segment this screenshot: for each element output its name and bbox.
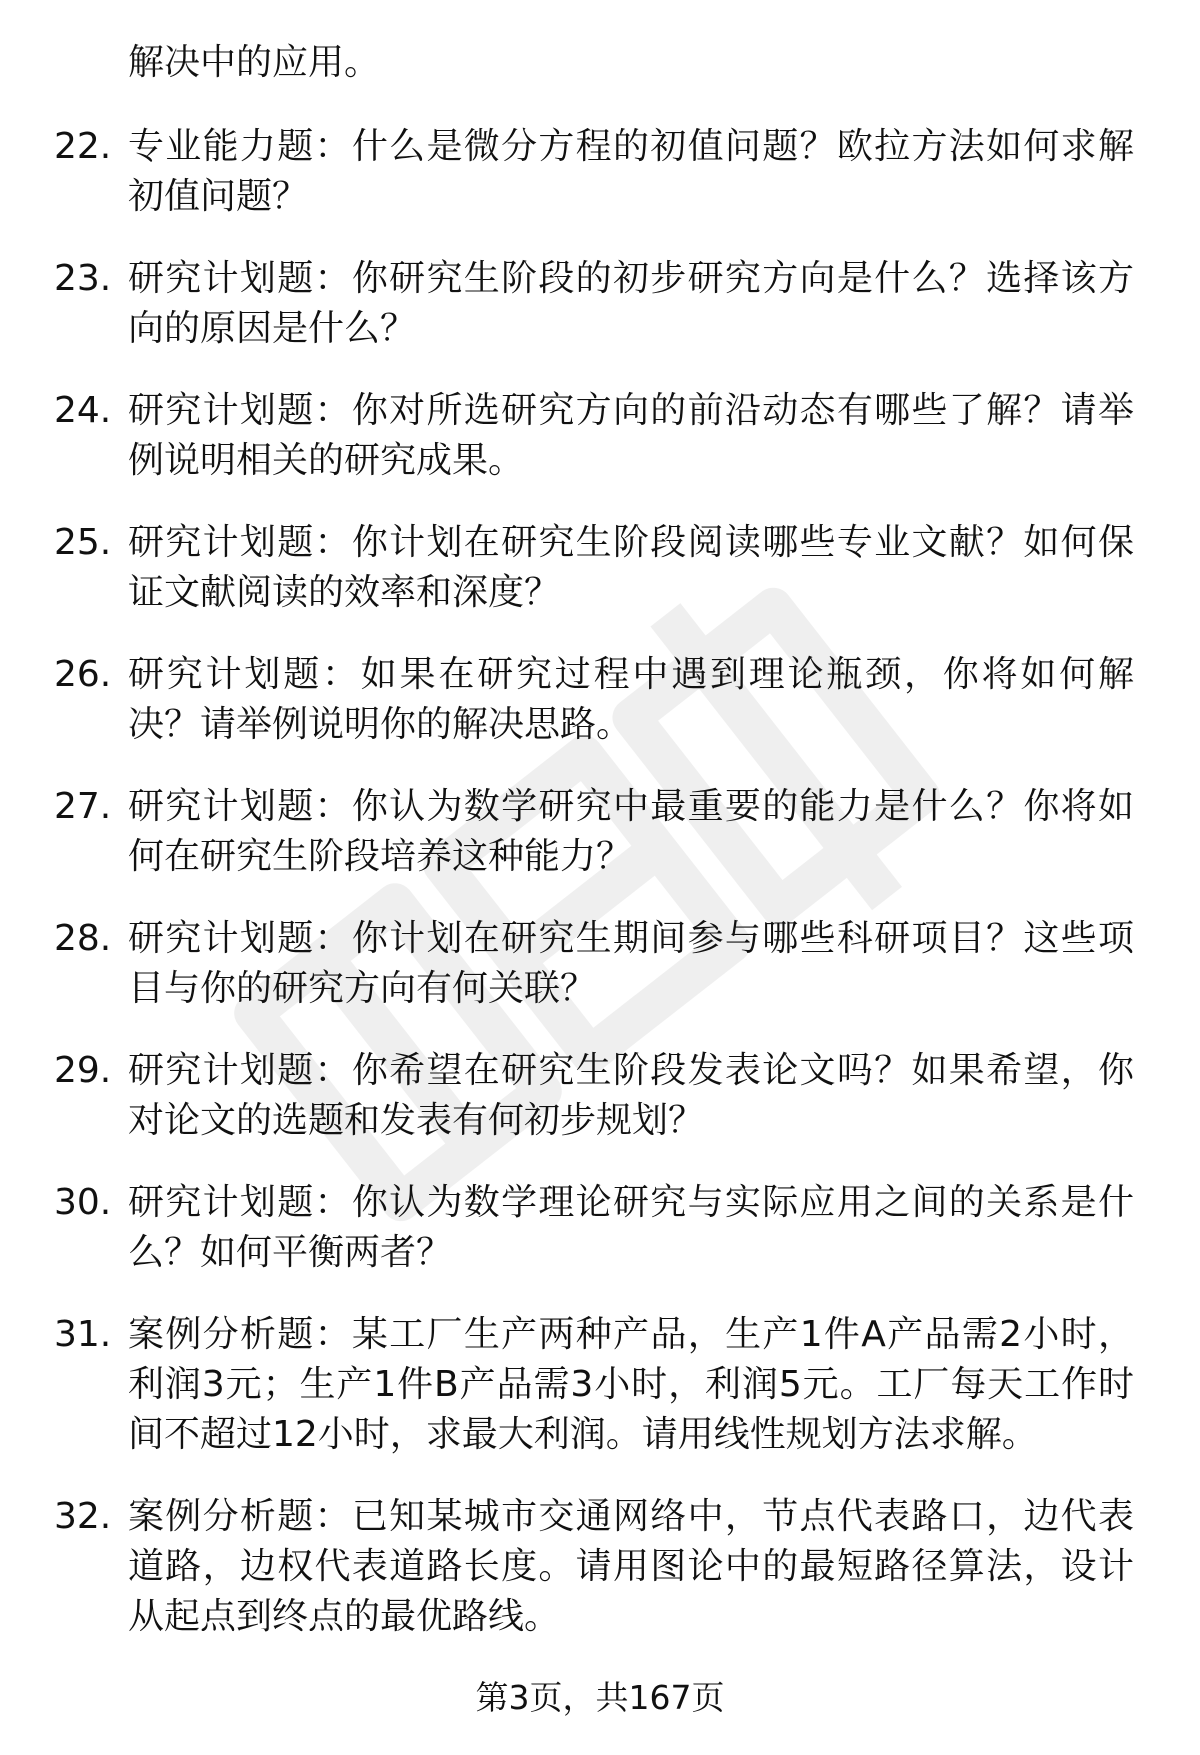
question-item: [0, 1310, 1200, 1460]
question-number: 28.: [54, 918, 112, 959]
question-number: 32.: [54, 1496, 112, 1537]
question-text: 研究计划题：你研究生阶段的初步研究方向是什么？选择该方向的原因是什么？: [128, 258, 1134, 349]
question-text: 研究计划题：你计划在研究生阶段阅读哪些专业文献？如何保证文献阅读的效率和深度？: [128, 522, 1134, 613]
question-item: [0, 122, 1200, 222]
question-item: [0, 1178, 1200, 1278]
question-item: [0, 518, 1200, 618]
question-item: [0, 254, 1200, 354]
question-text: 专业能力题：什么是微分方程的初值问题？欧拉方法如何求解初值问题？: [128, 126, 1134, 217]
question-number: 27.: [54, 786, 112, 827]
question-number: 29.: [54, 1050, 112, 1091]
page-footer: 第3页，共167页: [475, 1678, 725, 1717]
question-text: 案例分析题：已知某城市交通网络中，节点代表路口，边代表道路，边权代表道路长度。请用图论中的最短路径算法，设计从起点到终点的最优路线。: [128, 1496, 1134, 1637]
previous-item-continuation: 解决中的应用。: [128, 42, 381, 83]
question-text: 研究计划题：你希望在研究生阶段发表论文吗？如果希望，你对论文的选题和发表有何初步规划？: [128, 1050, 1134, 1141]
question-text: 研究计划题：你认为数学理论研究与实际应用之间的关系是什么？如何平衡两者？: [128, 1182, 1134, 1273]
question-text: 案例分析题：某工厂生产两种产品，生产1件A产品需2小时，利润3元；生产1件B产品需3小时，利润5元。工厂每天工作时间不超过12小时，求最大利润。请用线性规划方法求解。: [128, 1314, 1134, 1455]
question-number: 23.: [54, 258, 112, 299]
question-number: 26.: [54, 654, 112, 695]
question-text: 研究计划题：你计划在研究生期间参与哪些科研项目？这些项目与你的研究方向有何关联？: [128, 918, 1134, 1009]
question-text: 研究计划题：你认为数学研究中最重要的能力是什么？你将如何在研究生阶段培养这种能力？: [128, 786, 1134, 877]
question-number: 25.: [54, 522, 112, 563]
question-number: 22.: [54, 126, 112, 167]
question-item: [0, 914, 1200, 1014]
question-text: 研究计划题：如果在研究过程中遇到理论瓶颈，你将如何解决？请举例说明你的解决思路。: [128, 654, 1134, 745]
question-item: [0, 386, 1200, 486]
question-item: [0, 782, 1200, 882]
question-text: 研究计划题：你对所选研究方向的前沿动态有哪些了解？请举例说明相关的研究成果。: [128, 390, 1134, 481]
question-item: [0, 650, 1200, 750]
question-item: [0, 1046, 1200, 1146]
question-number: 30.: [54, 1182, 112, 1223]
question-number: 31.: [54, 1314, 112, 1355]
question-item: [0, 1492, 1200, 1642]
question-number: 24.: [54, 390, 112, 431]
question-list: [0, 38, 1200, 1674]
